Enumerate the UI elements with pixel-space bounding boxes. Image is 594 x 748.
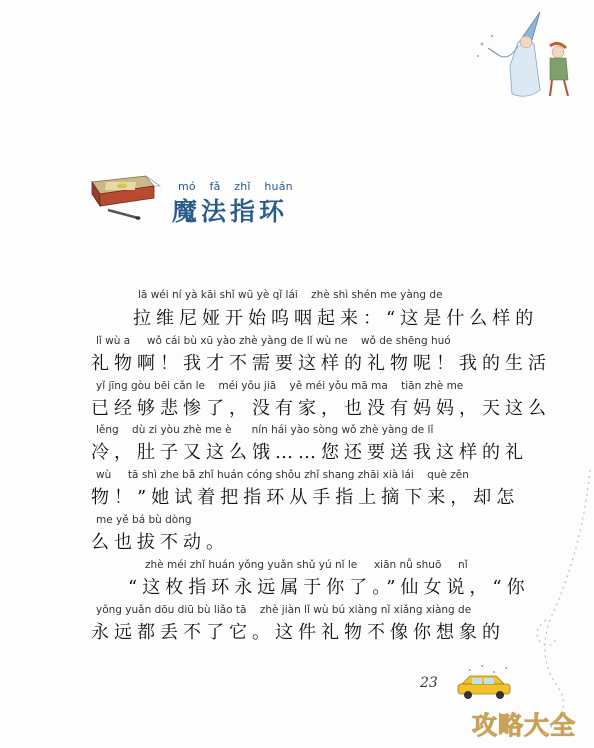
pinyin-line-4: lěng dù zi yòu zhè me è nín hái yào sòng wǒ zhè yàng de lǐ — [96, 424, 434, 436]
text-line-3: 已经够悲惨了，没有家，也没有妈妈，天这么 — [91, 398, 551, 419]
page-number: 23 — [420, 675, 438, 691]
pinyin-line-2: lǐ wù a wǒ cái bù xū yào zhè yàng de lǐ wù ne wǒ de shēng huó — [96, 335, 451, 347]
yellow-car-illustration — [448, 662, 518, 706]
title-pinyin: mó fǎ zhǐ huán — [178, 180, 293, 193]
text-line-1: 拉维尼娅开始呜咽起来：“这是什么样的 — [133, 308, 539, 329]
text-line-5: 物！”她试着把指环从手指上摘下来，却怎 — [91, 487, 520, 508]
text-line-6: 么也拔不动。 — [91, 532, 229, 553]
pinyin-line-6: me yě bá bù dòng — [96, 514, 192, 526]
text-line-4: 冷，肚子又这么饿……您还要送我这样的礼 — [91, 442, 528, 463]
matchbox-illustration — [88, 172, 168, 224]
page-title: 魔法指环 — [172, 197, 289, 226]
text-line-8: 永远都丢不了它。这件礼物不像你想象的 — [91, 622, 505, 643]
pinyin-line-3: yǐ jīng gòu bēi cǎn le méi yǒu jiā yě méi yǒu mā ma tiān zhè me — [96, 380, 464, 392]
watermark: 攻略大全 — [472, 711, 577, 740]
pinyin-line-1: lā wéi ní yà kāi shǐ wū yè qǐ lái zhè shì shén me yàng de — [138, 289, 443, 301]
text-line-2: 礼物啊！我才不需要这样的礼物呢！我的生活 — [91, 353, 551, 374]
pinyin-line-5: wù tā shì zhe bǎ zhǐ huán cóng shǒu zhǐ shang zhāi xià lái què zěn — [96, 469, 469, 481]
fairy-illustration — [470, 10, 588, 105]
pinyin-line-8: yǒng yuǎn dōu diū bù liǎo tā zhè jiàn lǐ wù bú xiàng nǐ xiǎng xiàng de — [96, 604, 472, 616]
pinyin-line-7: zhè méi zhǐ huán yǒng yuǎn shǔ yú nǐ le xiān nǚ shuō nǐ — [145, 559, 468, 571]
text-line-7: “这枚指环永远属于你了。”仙女说，“你 — [128, 577, 530, 598]
